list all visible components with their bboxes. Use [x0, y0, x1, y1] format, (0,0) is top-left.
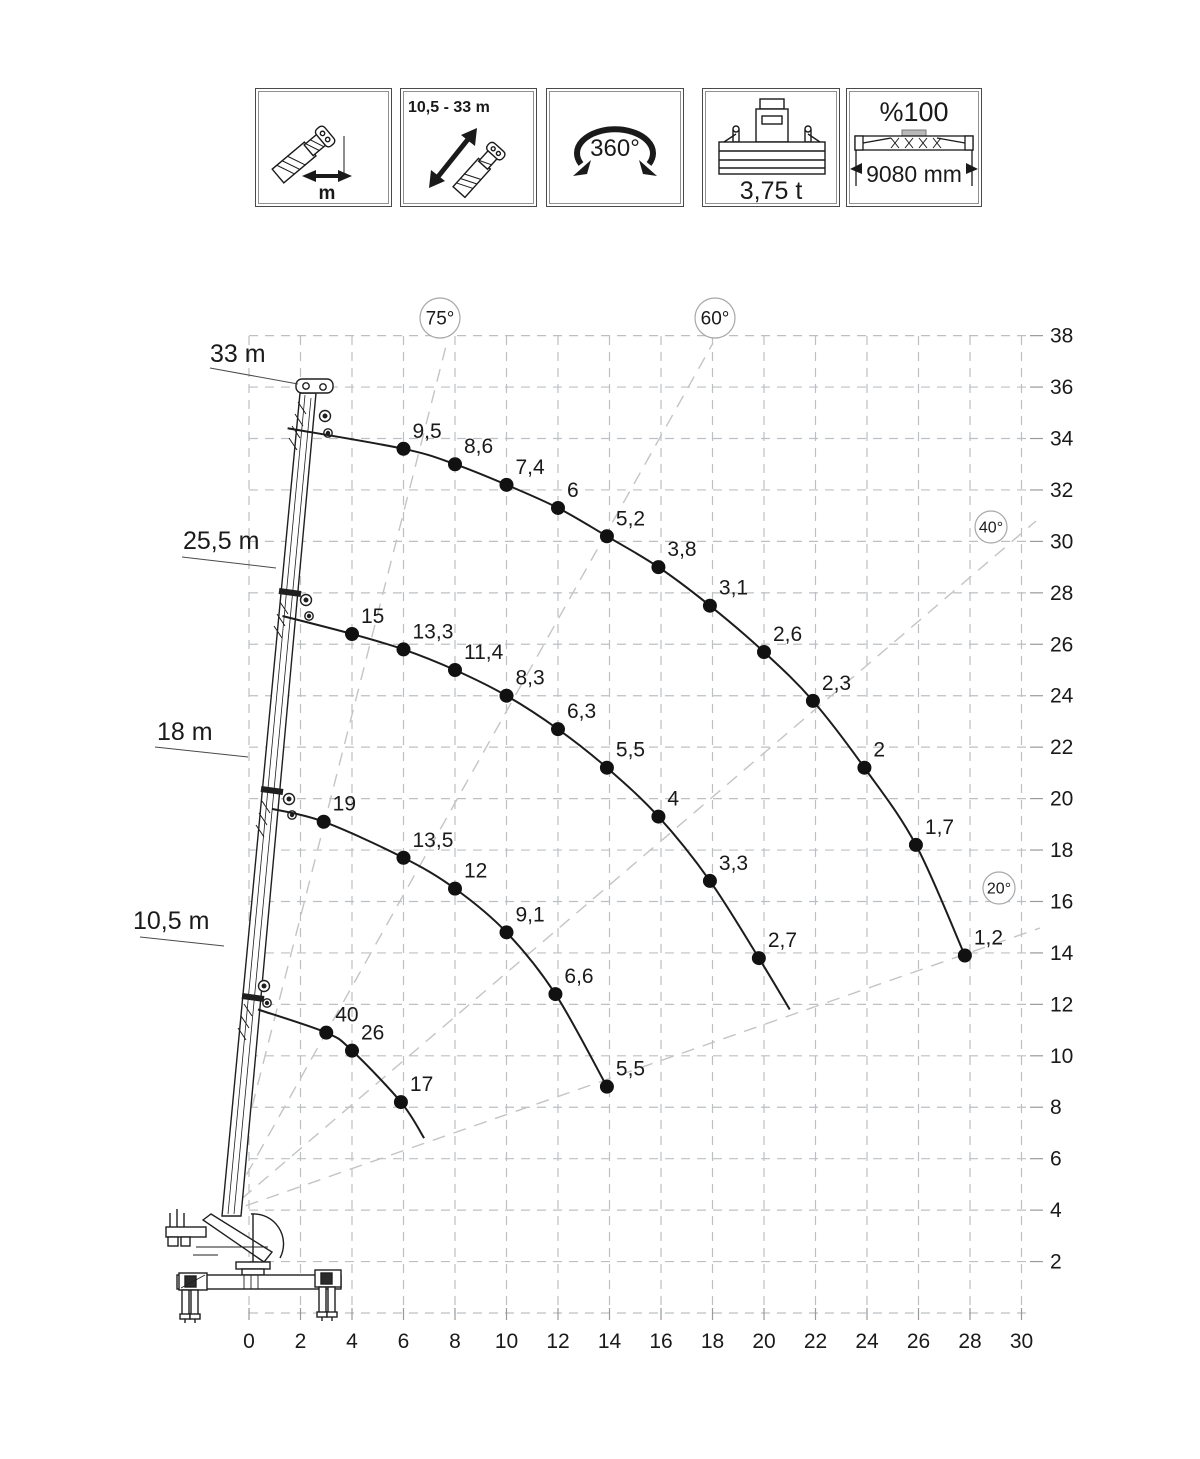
grid-lines: [249, 336, 1032, 1313]
outrigger-percent-label: %100: [879, 97, 949, 127]
boom-label-leader: [182, 557, 276, 568]
boom-length-label: 33 m: [210, 340, 266, 368]
angle-badge-label: 60°: [700, 308, 730, 330]
capacity-point: [600, 761, 614, 775]
capacity-label: 5,5: [615, 1057, 646, 1081]
y-tick-label: 16: [1050, 890, 1074, 914]
y-tick-label: 34: [1050, 427, 1074, 451]
capacity-label: 7,4: [515, 455, 545, 479]
capacity-label: 9,1: [515, 903, 545, 927]
boom-range-label: 10,5 - 33 m: [408, 99, 490, 116]
capacity-label: 3,1: [718, 576, 749, 600]
x-tick-label: 0: [243, 1330, 255, 1353]
capacity-point: [857, 761, 871, 775]
y-tick-label: 4: [1050, 1199, 1062, 1223]
capacity-label: 6: [567, 478, 579, 502]
capacity-label: 2: [873, 738, 886, 762]
outreach-unit-label: m: [318, 183, 336, 204]
capacity-label: 1,2: [973, 926, 1004, 950]
capacity-label: 19: [332, 792, 357, 816]
capacity-label: 5,5: [615, 738, 646, 762]
x-tick-label: 16: [649, 1330, 673, 1353]
capacity-point: [651, 810, 665, 824]
y-tick-label: 20: [1050, 787, 1074, 811]
capacity-point: [394, 1095, 408, 1109]
capacity-point: [551, 501, 565, 515]
y-tick-label: 36: [1050, 376, 1074, 400]
y-tick-label: 30: [1050, 530, 1074, 554]
angle-badge-label: 20°: [986, 880, 1012, 898]
capacity-point: [500, 925, 514, 939]
boom-length-label: 18 m: [157, 718, 213, 746]
y-tick-label: 6: [1050, 1147, 1062, 1171]
capacity-point: [397, 851, 411, 865]
capacity-label: 2,6: [773, 622, 803, 646]
x-tick-label: 20: [752, 1330, 776, 1353]
capacity-point: [500, 689, 514, 703]
y-tick-label: 28: [1050, 581, 1074, 605]
angle-badge-label: 40°: [978, 519, 1004, 537]
capacity-point: [752, 951, 766, 965]
capacity-point: [703, 599, 717, 613]
y-tick-label: 12: [1050, 993, 1074, 1017]
x-tick-label: 18: [700, 1330, 725, 1353]
boom-angle-ray: [225, 521, 1036, 1213]
y-tick-label: 18: [1050, 839, 1074, 863]
capacity-label: 2,7: [767, 929, 798, 953]
capacity-label: 11,4: [464, 641, 504, 664]
x-tick-label: 12: [546, 1330, 570, 1353]
capacity-point: [345, 1044, 359, 1058]
capacity-point: [551, 722, 565, 736]
x-tick-label: 4: [346, 1330, 358, 1353]
capacity-label: 3,3: [718, 851, 749, 875]
x-tick-label: 6: [397, 1330, 410, 1353]
y-tick-label: 26: [1050, 633, 1074, 657]
y-tick-label: 10: [1050, 1044, 1074, 1068]
boom-label-leader: [210, 368, 298, 384]
x-tick-label: 14: [597, 1330, 622, 1353]
capacity-label: 6,3: [567, 700, 597, 724]
y-tick-label: 8: [1050, 1096, 1062, 1120]
capacity-label: 15: [361, 604, 385, 628]
x-tick-label: 8: [449, 1330, 461, 1353]
x-tick-label: 24: [855, 1330, 879, 1353]
angle-badges: [420, 298, 1015, 904]
capacity-point: [600, 1080, 614, 1094]
capacity-label: 9,5: [412, 419, 442, 443]
x-tick-label: 26: [906, 1330, 931, 1353]
outrigger-width-label: 9080 mm: [866, 161, 962, 187]
x-tick-label: 22: [803, 1330, 828, 1353]
capacity-points: [317, 420, 1003, 1109]
y-tick-label: 14: [1050, 941, 1074, 965]
capacity-point: [448, 663, 462, 677]
capacity-label: 1,7: [924, 815, 955, 839]
boom-label-leader: [155, 747, 248, 757]
capacity-point: [317, 815, 331, 829]
y-tick-label: 38: [1050, 324, 1074, 348]
capacity-point: [806, 694, 820, 708]
capacity-curve: [258, 1010, 424, 1139]
capacity-label: 2,3: [821, 671, 852, 695]
capacity-point: [651, 560, 665, 574]
x-tick-label: 28: [958, 1330, 982, 1353]
capacity-label: 6,6: [564, 965, 594, 989]
y-tick-label: 22: [1050, 736, 1074, 760]
capacity-label: 4: [667, 787, 680, 811]
capacity-label: 17: [409, 1073, 434, 1097]
capacity-point: [397, 442, 411, 456]
capacity-label: 13,5: [412, 828, 454, 852]
y-tick-label: 24: [1050, 684, 1074, 708]
boom-length-label: 10,5 m: [133, 907, 210, 935]
capacity-point: [345, 627, 359, 641]
x-tick-label: 10: [494, 1330, 519, 1353]
capacity-label: 26: [361, 1021, 385, 1045]
capacity-point: [600, 529, 614, 543]
capacity-point: [397, 642, 411, 656]
capacity-label: 12: [464, 859, 488, 883]
angle-badge-label: 75°: [425, 308, 455, 330]
rotation-label: 360°: [590, 135, 640, 162]
counterweight-label: 3,75 t: [739, 177, 803, 205]
capacity-label: 5,2: [615, 507, 646, 531]
capacity-point: [703, 874, 717, 888]
capacity-point: [548, 987, 562, 1001]
capacity-label: 8,6: [464, 435, 494, 459]
x-tick-label: 30: [1009, 1330, 1034, 1353]
capacity-point: [448, 882, 462, 896]
boom-angle-rays: [225, 343, 1040, 1213]
capacity-point: [909, 838, 923, 852]
capacity-point: [500, 478, 514, 492]
capacity-point: [319, 1026, 333, 1040]
boom-length-label: 25,5 m: [183, 527, 260, 555]
capacity-point: [757, 645, 771, 659]
x-tick-label: 2: [294, 1330, 307, 1353]
capacity-label: 8,3: [515, 666, 545, 690]
capacity-label: 3,8: [667, 538, 697, 562]
boom-label-leader: [140, 937, 224, 946]
y-tick-label: 2: [1050, 1250, 1062, 1274]
capacity-point: [448, 457, 462, 471]
capacity-label: 13,3: [412, 620, 454, 644]
y-tick-label: 32: [1050, 478, 1074, 502]
capacity-label: 40: [335, 1003, 359, 1027]
capacity-point: [958, 948, 972, 962]
